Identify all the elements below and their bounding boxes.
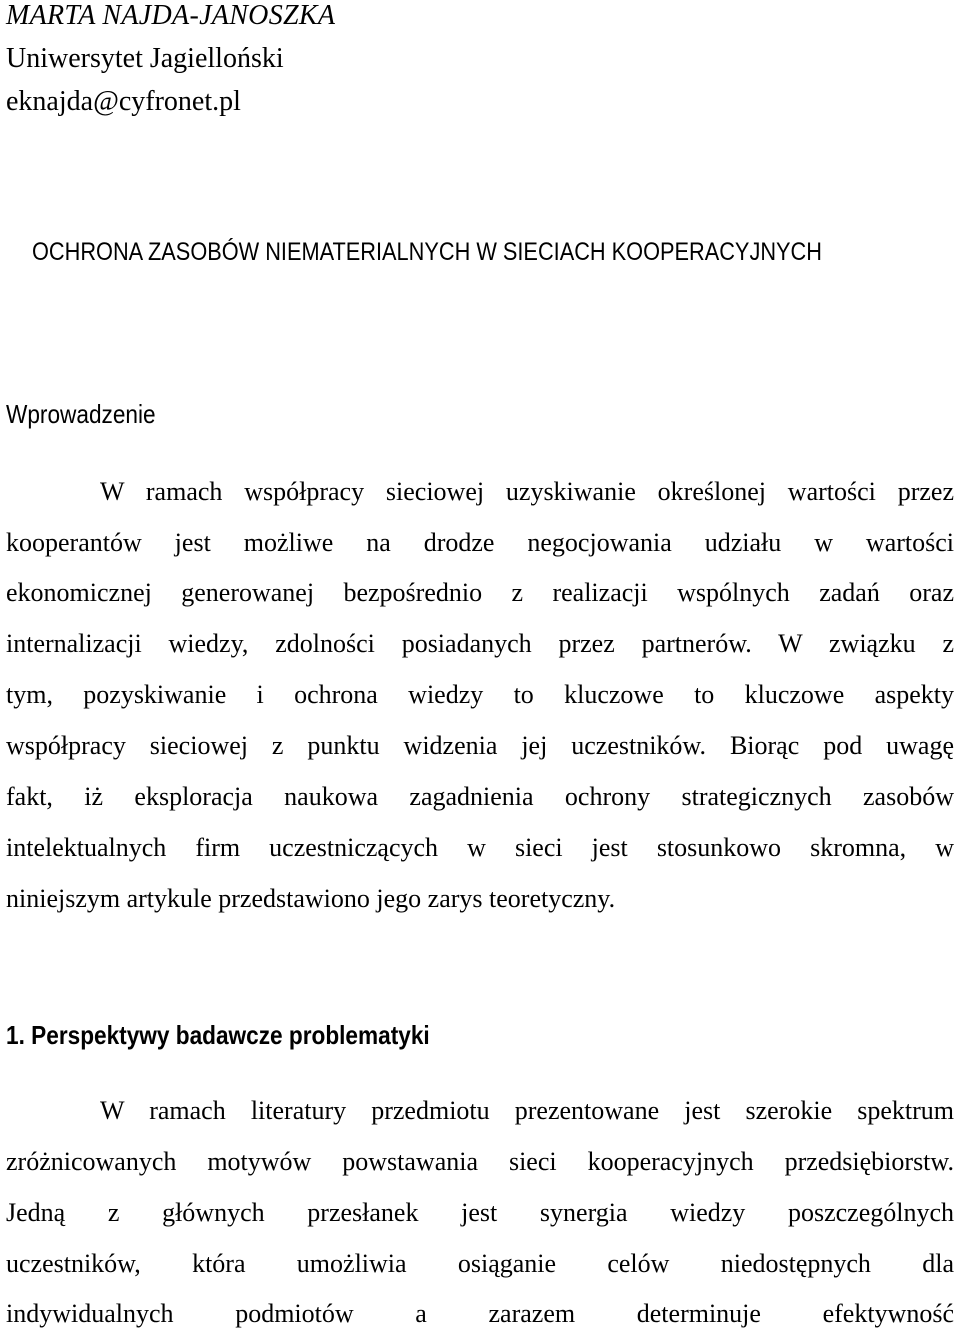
paragraph-line: Jedną z głównych przesłanek jest synergia wiedzy poszczególnych <box>6 1198 954 1227</box>
paragraph-line: internalizacji wiedzy, zdolności posiadanych przez partnerów. W związku z <box>6 629 954 658</box>
paragraph-line: indywidualnych podmiotów a zarazem determinuje efektywność <box>6 1299 954 1328</box>
author-email: eknajda@cyfronet.pl <box>6 86 241 117</box>
section-heading-1: 1. Perspektywy badawcze problematyki <box>6 1020 430 1050</box>
paragraph-line: kooperantów jest możliwe na drodze negocjowania udziału w wartości <box>6 528 954 557</box>
paragraph-line: tym, pozyskiwanie i ochrona wiedzy to kluczowe to kluczowe aspekty <box>6 680 954 709</box>
author-block <box>6 0 335 123</box>
author-affiliation: Uniwersytet Jagielloński <box>6 43 284 74</box>
paragraph-line: uczestników, która umożliwia osiąganie celów niedostępnych dla <box>6 1249 954 1278</box>
document-title: OCHRONA ZASOBÓW NIEMATERIALNYCH W SIECIACH KOOPERACYJNYCH <box>32 238 822 266</box>
paragraph-line: ekonomicznej generowanej bezpośrednio z realizacji wspólnych zadań oraz <box>6 578 954 607</box>
paragraph-line: współpracy sieciowej z punktu widzenia jej uczestników. Biorąc pod uwagę <box>6 731 954 760</box>
paragraph-line: zróżnicowanych motywów powstawania sieci kooperacyjnych przedsiębiorstw. <box>6 1147 954 1176</box>
section-heading-introduction: Wprowadzenie <box>6 399 156 429</box>
paragraph-line: W ramach współpracy sieciowej uzyskiwanie określonej wartości przez <box>100 477 954 506</box>
paragraph-line: W ramach literatury przedmiotu prezentowane jest szerokie spektrum <box>100 1096 954 1125</box>
paragraph-line: fakt, iż eksploracja naukowa zagadnienia ochrony strategicznych zasobów <box>6 782 954 811</box>
paragraph-line: intelektualnych firm uczestniczących w sieci jest stosunkowo skromna, w <box>6 833 954 862</box>
paragraph-line: niniejszym artykule przedstawiono jego zarys teoretyczny. <box>6 884 616 913</box>
author-name: MARTA NAJDA-JANOSZKA <box>6 0 336 31</box>
